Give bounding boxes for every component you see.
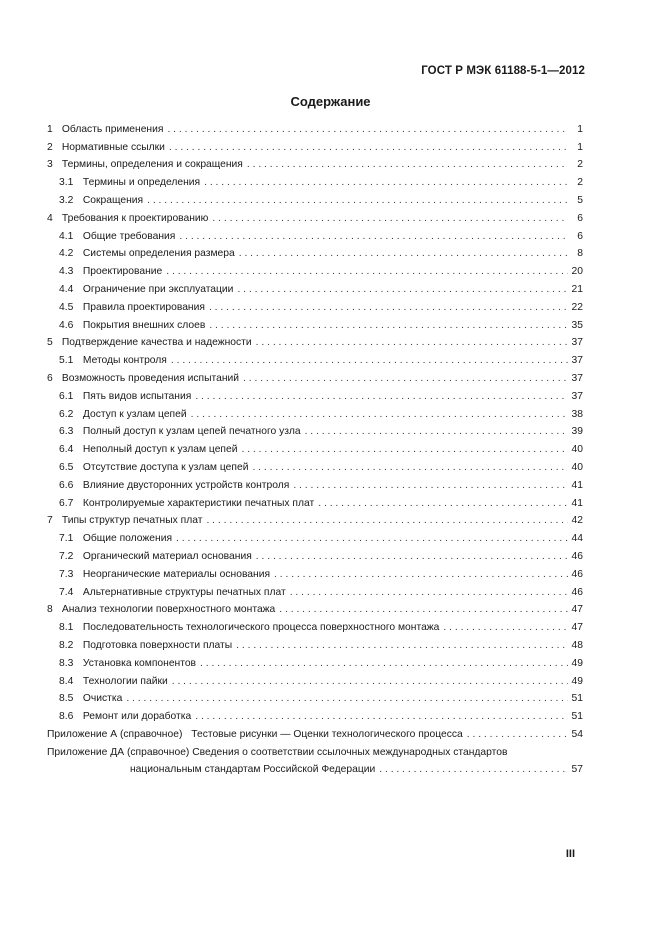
dot-leader [147,195,568,207]
dot-leader [252,462,568,474]
toc-entry[interactable] [47,527,583,545]
appendix-title: Тестовые рисунки — Оценки технологического процесса [191,728,463,740]
toc-entry-label [59,693,124,705]
toc-entry[interactable] [47,705,583,723]
toc-entry-page: 37 [571,337,583,349]
dot-leader [243,373,568,385]
toc-entry[interactable] [47,225,583,243]
toc-entry[interactable] [47,154,583,172]
toc-entry[interactable] [47,616,583,634]
toc-entry-title: Ремонт или доработка [82,711,192,723]
appendix-title-line2: национальным стандартам Российской Федерации [130,763,376,775]
dot-leader [172,676,568,688]
toc-entries [47,118,583,723]
toc-entry[interactable] [47,634,583,652]
toc-entry-number: 3.2 [59,194,74,206]
toc-entry-page: 46 [571,568,583,580]
dot-leader [236,640,568,652]
toc-entry-label [59,622,441,634]
dot-leader [166,266,568,278]
toc-entry-label [47,337,254,349]
toc-entry-title: Отсутствие доступа к узлам цепей [82,461,249,473]
toc-entry-number: 5 [47,337,53,349]
toc-entry[interactable] [47,599,583,617]
toc-entry-label [59,284,235,296]
toc-entry-page: 40 [571,461,583,473]
toc-entry-number: 8.5 [59,693,74,705]
toc-entry-page: 54 [571,728,583,740]
toc-entry-title: Покрытия внешних слоев [82,319,206,331]
toc-entry-page: 39 [571,426,583,438]
toc-entry-page: 49 [571,675,583,687]
toc-entry-label [59,551,254,563]
toc-entry-title: Неполный доступ к узлам цепей [82,444,238,456]
toc-entry[interactable] [47,349,583,367]
toc-entry-number: 2 [47,141,53,153]
toc-entry-title: Общие положения [82,533,173,545]
toc-entry-title: Возможность проведения испытаний [61,372,240,384]
dot-leader [171,355,568,367]
dot-leader [274,569,568,581]
toc-entry-label [59,177,202,189]
toc-entry-number: 4.3 [59,266,74,278]
toc-entry-label [47,729,465,741]
toc-entry-number: 4.5 [59,301,74,313]
toc-entry-title: Органический материал основания [82,550,252,562]
toc-entry[interactable] [47,314,583,332]
toc-entry-number: 7.4 [59,586,74,598]
toc-entry[interactable] [47,688,583,706]
toc-entry-number: 6.1 [59,390,74,402]
dot-leader [204,177,568,189]
toc-entry-title: Типы структур печатных плат [61,515,203,527]
toc-entry-page: 37 [571,372,583,384]
toc-entry-page: 37 [571,355,583,367]
toc-entry-page: 22 [571,301,583,313]
toc-entry-number: 6.4 [59,444,74,456]
toc-entry-number: 4.2 [59,248,74,260]
toc-entry-title: Системы определения размера [82,248,235,260]
toc-entry-label [59,498,316,510]
toc-entry[interactable] [47,207,583,225]
dot-leader [305,426,568,438]
toc-entry-page: 20 [571,266,583,278]
toc-entry-title: Последовательность технологического процесса поверхностного монтажа [82,622,440,634]
toc-entry[interactable] [47,670,583,688]
toc-entry-title: Нормативные ссылки [61,141,165,153]
page-title: Содержание [290,94,371,109]
dot-leader [239,248,568,260]
toc-entry-title: Общие требования [82,230,176,242]
dot-leader [379,764,568,776]
toc-entry-label [59,462,250,474]
toc-entry[interactable] [47,545,583,563]
dot-leader [126,693,568,705]
toc-entry-title: Методы контроля [82,355,167,367]
toc-entry-label [59,409,189,421]
toc-entry-page: 35 [571,319,583,331]
dot-leader [256,551,568,563]
toc-entry-label [59,231,177,243]
dot-leader [293,480,568,492]
toc-entry-label [59,480,291,492]
toc-entry-number: 7 [47,515,53,527]
toc-entry-title: Подтверждение качества и надежности [61,337,252,349]
toc-entry-page: 6 [577,230,583,242]
toc-entry-number: 7.3 [59,568,74,580]
toc-entry-page: 51 [571,711,583,723]
toc-entry-number: 4 [47,212,53,224]
toc-entry[interactable] [47,563,583,581]
toc-entry[interactable] [47,456,583,474]
toc-entry-label [59,355,169,367]
page-number: III [565,848,575,860]
toc-entry[interactable] [47,332,583,350]
dot-leader [318,498,568,510]
toc-entry-number: 8.3 [59,657,74,669]
dot-leader [443,622,568,634]
toc-entry[interactable] [47,652,583,670]
toc-entry-page: 47 [571,622,583,634]
toc-entry-number: 5.1 [59,355,74,367]
appendix-da-line1 [47,747,583,759]
toc-entry-appendix-da[interactable] [47,747,583,776]
toc-entry-title: Область применения [61,123,164,135]
dot-leader [206,515,568,527]
toc-entry-title: Требования к проектированию [61,212,209,224]
toc-entry-label [59,640,234,652]
dot-leader [237,284,568,296]
toc-entry-page: 6 [577,212,583,224]
dot-leader [167,124,568,136]
toc-entry-page: 1 [577,123,583,135]
toc-entry-title: Влияние двусторонних устройств контроля [82,479,290,491]
toc-entry-title: Контролируемые характеристики печатных плат [82,497,315,509]
toc-entry-label [59,320,207,332]
dot-leader [195,711,568,723]
appendix-da-line2 [47,764,583,776]
toc-entry-label [47,142,167,154]
toc-entry-label [59,658,198,670]
toc-entry-title: Термины, определения и сокращения [61,159,243,171]
toc-entry-title: Термины и определения [82,177,201,189]
toc-entry-label [47,213,210,225]
toc-entry-page: 38 [571,408,583,420]
toc-entry[interactable] [47,260,583,278]
toc-entry-number: 6.3 [59,426,74,438]
toc-entry-title: Установка компонентов [82,657,197,669]
dot-leader [247,159,568,171]
toc-entry[interactable] [47,243,583,261]
toc-entry-page: 46 [571,586,583,598]
toc-entry[interactable] [47,367,583,385]
dot-leader [241,444,568,456]
toc-entry-title: Неорганические материалы основания [82,568,271,580]
toc-entry[interactable] [47,278,583,296]
toc-entry[interactable] [47,118,583,136]
toc-entry-page: 47 [571,604,583,616]
toc-entry-label [47,124,165,136]
toc-entry-page: 41 [571,479,583,491]
toc-entry-number: 1 [47,123,53,135]
dot-leader [209,302,568,314]
toc-entry-number: 8 [47,604,53,616]
toc-entry-page: 41 [571,497,583,509]
dot-leader [195,391,568,403]
toc-entry-page: 44 [571,533,583,545]
toc-entry-number: 8.6 [59,711,74,723]
toc-entry[interactable] [47,581,583,599]
toc-entry-label [59,391,193,403]
toc-entry-number: 6 [47,372,53,384]
appendix-title-line1: Сведения о соответствии ссылочных международных стандартов [192,746,508,758]
toc-entry-label [59,426,303,438]
toc-entry-number: 3.1 [59,177,74,189]
dot-leader [179,231,568,243]
toc-entry-title: Сокращения [82,194,144,206]
toc-entry-appendix-a[interactable] [47,723,583,741]
toc-entry-label [59,676,170,688]
toc-entry-page: 21 [571,283,583,295]
toc-entry-label [59,302,207,314]
toc-entry-label [59,587,288,599]
toc-entry-page: 5 [577,194,583,206]
toc-entry-number: 8.4 [59,675,74,687]
appendix-prefix: Приложение А (справочное) [47,728,183,740]
table-of-contents [47,118,583,776]
document-code: ГОСТ Р МЭК 61188-5-1—2012 [421,65,585,77]
appendix-prefix: Приложение ДА (справочное) [47,746,190,758]
toc-entry[interactable] [47,136,583,154]
toc-entry[interactable] [47,296,583,314]
toc-entry-label [47,604,277,616]
toc-entry-number: 6.6 [59,479,74,491]
toc-entry-page: 2 [577,159,583,171]
toc-entry-number: 4.6 [59,319,74,331]
toc-entry-number: 4.1 [59,230,74,242]
toc-entry-number: 6.7 [59,497,74,509]
toc-entry-number: 7.2 [59,550,74,562]
dot-leader [256,337,568,349]
toc-entry-title: Подготовка поверхности платы [82,639,233,651]
toc-entry-label [47,515,204,527]
dot-leader [200,658,568,670]
toc-entry[interactable] [47,438,583,456]
toc-entry-title: Пять видов испытания [82,390,192,402]
toc-entry-title: Полный доступ к узлам цепей печатного узла [82,426,301,438]
toc-entry[interactable] [47,189,583,207]
toc-entry-page: 40 [571,444,583,456]
toc-entry-label [59,195,145,207]
dot-leader [176,533,568,545]
dot-leader [279,604,568,616]
toc-entry-page: 37 [571,390,583,402]
toc-entry-number: 7.1 [59,533,74,545]
toc-entry-number: 8.2 [59,639,74,651]
toc-entry-page: 42 [571,515,583,527]
toc-entry[interactable] [47,385,583,403]
dot-leader [290,587,568,599]
toc-entry-title: Технологии пайки [82,675,168,687]
toc-entry-title: Анализ технологии поверхностного монтажа [61,604,276,616]
toc-entry-number: 6.2 [59,408,74,420]
toc-entry-title: Доступ к узлам цепей [82,408,187,420]
dot-leader [169,142,568,154]
toc-entry-page: 57 [571,763,583,775]
toc-entry[interactable] [47,474,583,492]
toc-entry-label [59,533,174,545]
toc-entry-page: 46 [571,550,583,562]
toc-entry-label [59,569,272,581]
toc-entry[interactable] [47,492,583,510]
toc-entry-label [59,444,239,456]
dot-leader [191,409,568,421]
toc-entry-page: 48 [571,639,583,651]
toc-entry-page: 8 [577,248,583,260]
toc-entry-number: 3 [47,159,53,171]
toc-entry[interactable] [47,403,583,421]
toc-entry-number: 4.4 [59,283,74,295]
toc-entry[interactable] [47,510,583,528]
toc-entry-label [47,373,241,385]
toc-entry-title: Очистка [82,693,123,705]
toc-entry-page: 51 [571,693,583,705]
toc-entry-page: 49 [571,657,583,669]
toc-entry-title: Проектирование [82,266,163,278]
toc-entry[interactable] [47,171,583,189]
toc-entry-number: 6.5 [59,461,74,473]
toc-entry-label [47,159,245,171]
dot-leader [209,320,568,332]
dot-leader [467,729,568,741]
dot-leader [212,213,568,225]
toc-entry-page: 2 [577,177,583,189]
toc-entry-label [59,266,164,278]
toc-entry-number: 8.1 [59,622,74,634]
toc-entry-title: Правила проектирования [82,301,205,313]
toc-entry-page: 1 [577,141,583,153]
toc-entry-title: Альтернативные структуры печатных плат [82,586,286,598]
toc-entry-title: Ограничение при эксплуатации [82,283,234,295]
toc-entry[interactable] [47,421,583,439]
toc-entry-label [59,711,193,723]
toc-entry-label [59,248,237,260]
